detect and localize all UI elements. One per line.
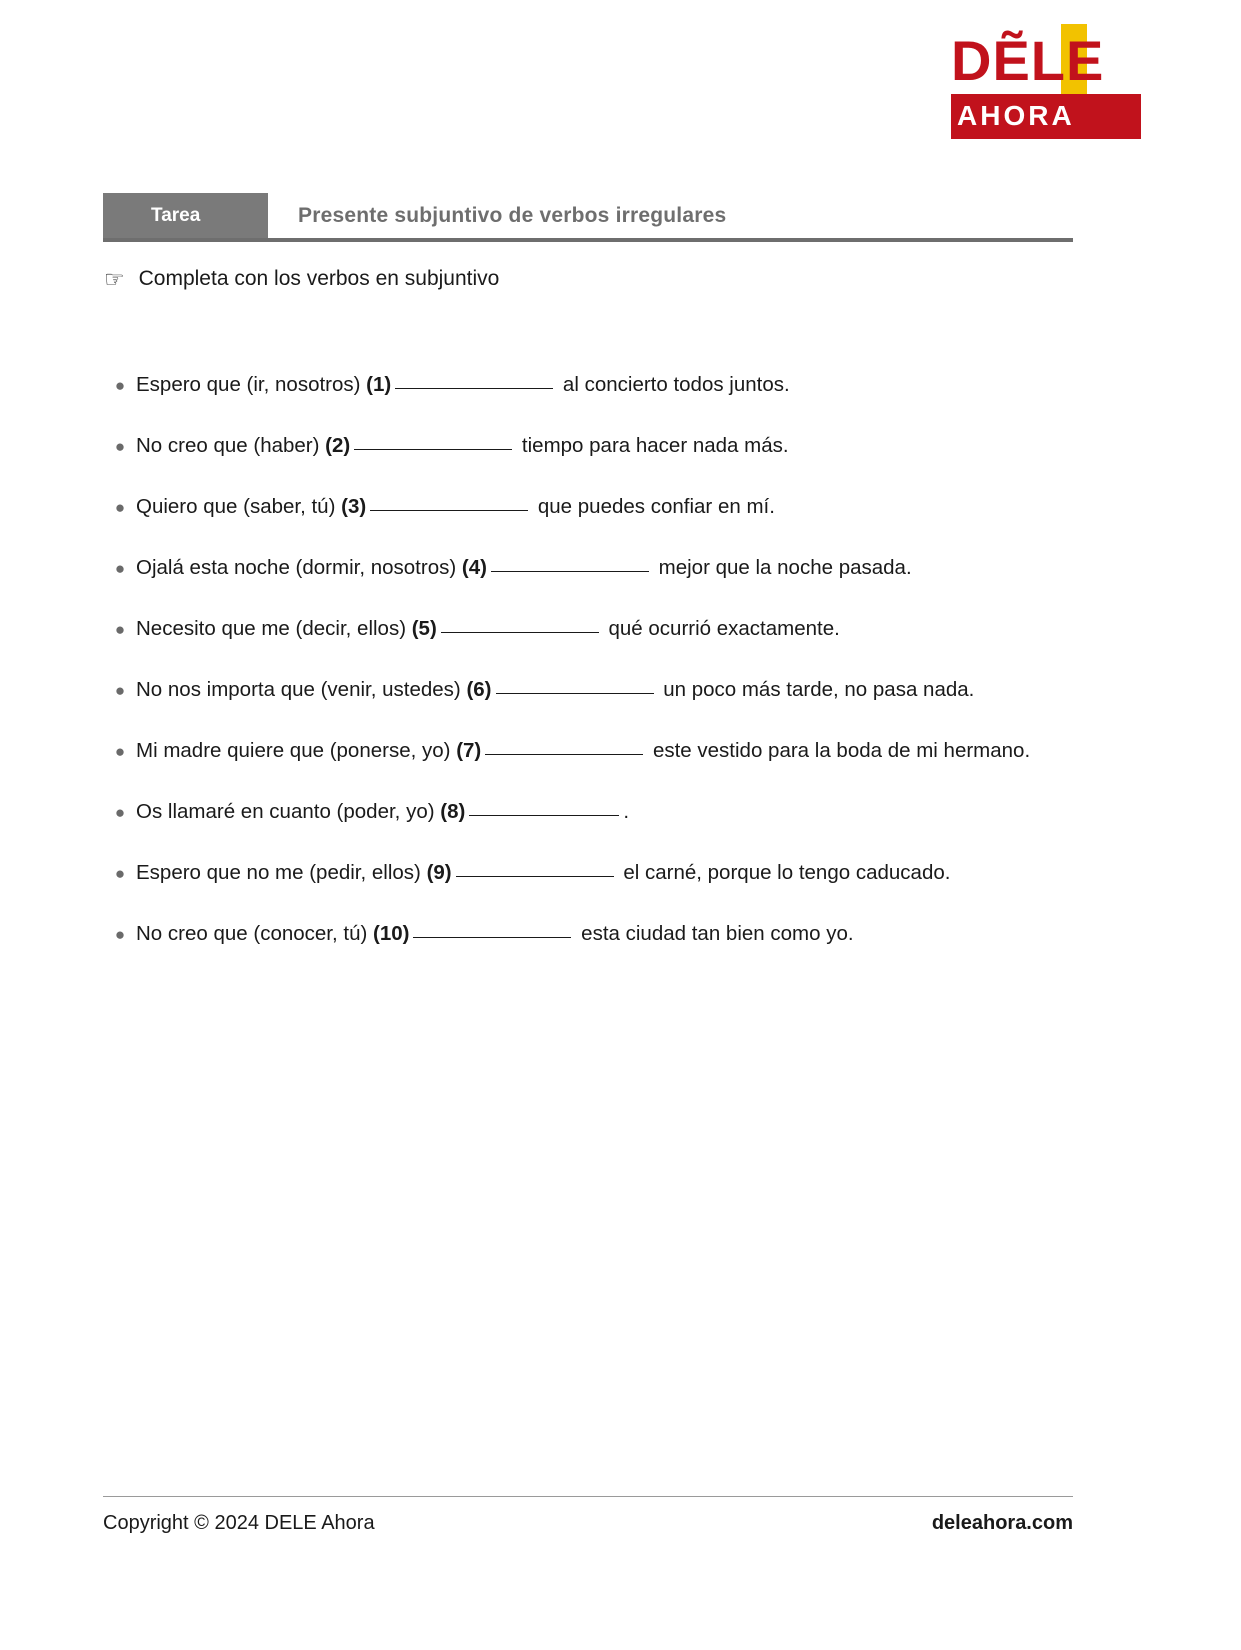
exercise-number: (2): [325, 434, 351, 457]
dele-ahora-logo: [951, 24, 1141, 139]
exercise-prefix: Quiero que (saber, tú): [136, 495, 342, 518]
bullet-icon: ●: [114, 498, 126, 517]
exercise-text: [136, 673, 1094, 707]
list-item: [104, 490, 1094, 525]
exercise-prefix: Espero que no me (pedir, ellos): [136, 861, 427, 884]
website-link[interactable]: deleahora.com: [931, 1512, 1073, 1534]
bullet-icon: ●: [114, 925, 126, 944]
answer-blank[interactable]: [469, 798, 619, 816]
exercise-prefix: Necesito que me (decir, ellos): [136, 617, 412, 640]
list-item: [104, 795, 1094, 830]
exercise-number: (5): [411, 617, 437, 640]
copyright-text: Copyright © 2024 DELE Ahora: [103, 1512, 375, 1534]
list-item: [104, 368, 1094, 403]
bullet-icon: ●: [114, 803, 126, 822]
task-tag: Tarea: [103, 193, 268, 238]
bullet-icon: ●: [114, 864, 126, 883]
exercise-suffix: este vestido para la boda de mi hermano.: [647, 739, 1031, 762]
exercise-suffix: tiempo para hacer nada más.: [516, 434, 789, 457]
answer-blank[interactable]: [491, 554, 649, 572]
footer-divider: [103, 1496, 1073, 1497]
exercise-suffix: qué ocurrió exactamente.: [602, 617, 840, 640]
exercise-number: (9): [426, 861, 452, 884]
exercise-suffix: un poco más tarde, no pasa nada.: [657, 678, 975, 701]
exercise-prefix: No creo que (conocer, tú): [136, 922, 374, 945]
exercise-list: [104, 368, 1094, 978]
exercise-number: (6): [466, 678, 492, 701]
logo-sub-text: AHORA: [957, 100, 1075, 131]
exercise-suffix: el carné, porque lo tengo caducado.: [617, 861, 951, 884]
task-header: [103, 193, 1073, 242]
page-title: Presente subjuntivo de verbos irregulares: [268, 193, 726, 238]
exercise-prefix: No nos importa que (venir, ustedes): [136, 678, 467, 701]
list-item: [104, 856, 1094, 891]
instruction-line: [104, 267, 499, 291]
exercise-prefix: Mi madre quiere que (ponerse, yo): [136, 739, 457, 762]
exercise-text: [136, 429, 1094, 463]
exercise-text: [136, 917, 1094, 951]
bullet-icon: ●: [114, 742, 126, 761]
exercise-suffix: que puedes confiar en mí.: [532, 495, 775, 518]
answer-blank[interactable]: [441, 615, 599, 633]
pointing-hand-icon: ☞: [104, 265, 125, 292]
list-item: [104, 734, 1094, 769]
answer-blank[interactable]: [354, 432, 512, 450]
exercise-suffix: mejor que la noche pasada.: [652, 556, 912, 579]
exercise-text: [136, 795, 1094, 829]
exercise-text: [136, 612, 1094, 646]
list-item: [104, 429, 1094, 464]
exercise-text: [136, 490, 1094, 524]
exercise-suffix: al concierto todos juntos.: [557, 373, 790, 396]
bullet-icon: ●: [114, 620, 126, 639]
bullet-icon: ●: [114, 437, 126, 456]
exercise-number: (3): [341, 495, 367, 518]
exercise-prefix: No creo que (haber): [136, 434, 326, 457]
exercise-number: (10): [373, 922, 410, 945]
answer-blank[interactable]: [370, 493, 528, 511]
exercise-number: (1): [366, 373, 392, 396]
answer-blank[interactable]: [456, 859, 614, 877]
exercise-prefix: Ojalá esta noche (dormir, nosotros): [136, 556, 462, 579]
list-item: [104, 551, 1094, 586]
list-item: [104, 673, 1094, 708]
exercise-number: (4): [461, 556, 487, 579]
bullet-icon: ●: [114, 681, 126, 700]
bullet-icon: ●: [114, 376, 126, 395]
exercise-text: [136, 368, 1094, 402]
exercise-text: [136, 551, 1094, 585]
exercise-suffix: esta ciudad tan bien como yo.: [575, 922, 854, 945]
exercise-suffix: .: [623, 800, 630, 823]
exercise-text: [136, 734, 1094, 768]
footer: [103, 1512, 1073, 1535]
exercise-number: (7): [456, 739, 482, 762]
exercise-text: [136, 856, 1094, 890]
bullet-icon: ●: [114, 559, 126, 578]
exercise-prefix: Os llamaré en cuanto (poder, yo): [136, 800, 441, 823]
answer-blank[interactable]: [485, 737, 643, 755]
answer-blank[interactable]: [395, 371, 553, 389]
exercise-number: (8): [440, 800, 466, 823]
instruction-text: Completa con los verbos en subjuntivo: [138, 267, 500, 290]
logo-main-text: DẼLE: [951, 29, 1105, 92]
exercise-prefix: Espero que (ir, nosotros): [136, 373, 367, 396]
list-item: [104, 917, 1094, 952]
list-item: [104, 612, 1094, 647]
answer-blank[interactable]: [413, 920, 571, 938]
answer-blank[interactable]: [496, 676, 654, 694]
